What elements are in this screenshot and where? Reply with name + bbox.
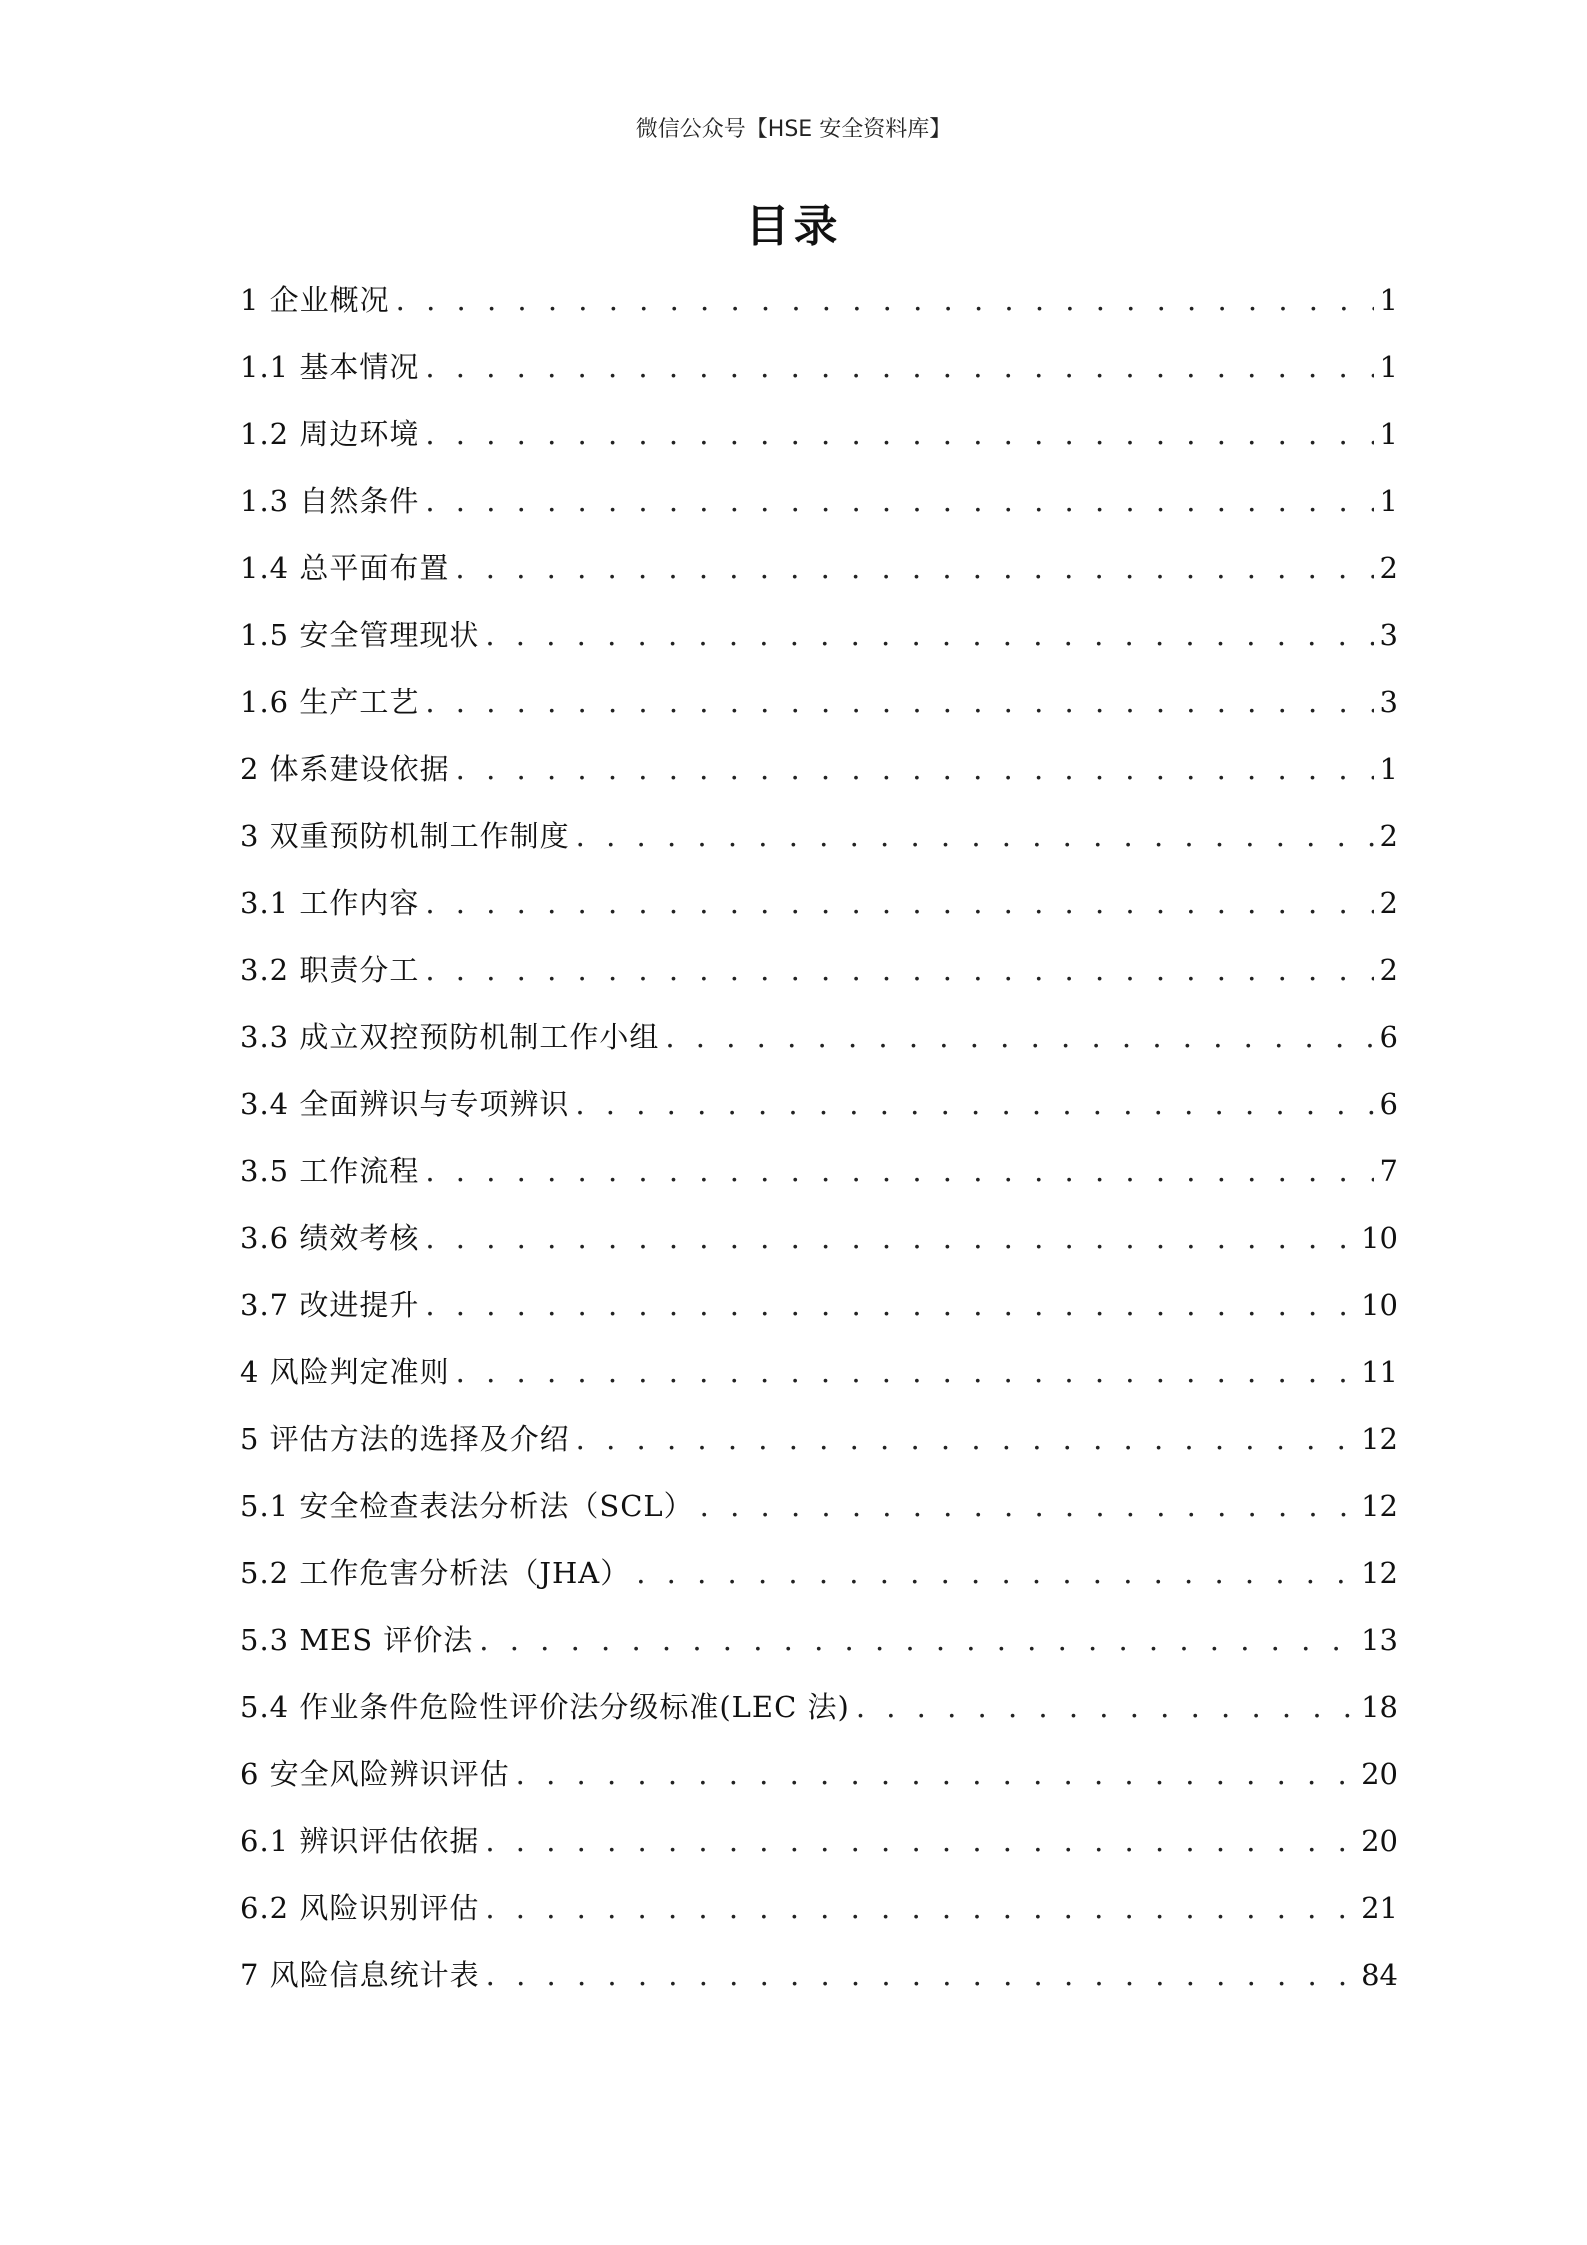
toc-entry-label: 5.3 MES 评价法: [240, 1623, 474, 1657]
toc-entry[interactable]: [240, 610, 1398, 677]
toc-entry-label: 3.1 工作内容: [240, 886, 420, 920]
toc-entry-label: 5.4 作业条件危险性评价法分级标准(LEC 法): [240, 1690, 850, 1724]
toc-leader-dots: [396, 275, 1374, 325]
toc-leader-dots: [456, 744, 1374, 794]
toc-entry[interactable]: [240, 1481, 1398, 1548]
toc-entry-page: 6: [1379, 1020, 1398, 1054]
toc-entry-label: 1.5 安全管理现状: [240, 618, 480, 652]
toc-leader-dots: [425, 1146, 1373, 1196]
toc-entry-label: 2 体系建设依据: [240, 752, 450, 786]
toc-leader-dots: [455, 543, 1373, 593]
toc-entry-label: 3.4 全面辨识与专项辨识: [240, 1087, 570, 1121]
toc-leader-dots: [516, 1749, 1355, 1799]
toc-entry-page: 6: [1379, 1087, 1398, 1121]
toc-entry-page: 1: [1379, 283, 1398, 317]
toc-entry[interactable]: [240, 945, 1398, 1012]
toc-entry-label: 3.3 成立双控预防机制工作小组: [240, 1020, 660, 1054]
toc-entry-label: 1.2 周边环境: [240, 417, 420, 451]
toc-entry-page: 1: [1379, 417, 1398, 451]
toc-leader-dots: [576, 1414, 1355, 1464]
toc-leader-dots: [425, 476, 1373, 526]
toc-entry[interactable]: [240, 1347, 1398, 1414]
toc-entry-page: 3: [1379, 685, 1398, 719]
toc-entry[interactable]: [240, 1012, 1398, 1079]
toc-entry[interactable]: [240, 1816, 1398, 1883]
toc-leader-dots: [856, 1682, 1355, 1732]
toc-entry-label: 5 评估方法的选择及介绍: [240, 1422, 570, 1456]
toc-entry-page: 13: [1361, 1623, 1398, 1657]
toc-entry[interactable]: [240, 878, 1398, 945]
toc-entry[interactable]: [240, 1146, 1398, 1213]
toc-entry-page: 2: [1379, 551, 1398, 585]
toc-entry[interactable]: [240, 342, 1398, 409]
toc-leader-dots: [425, 1280, 1355, 1330]
toc-entry-label: 3 双重预防机制工作制度: [240, 819, 570, 853]
toc-entry-page: 21: [1361, 1891, 1398, 1925]
toc-entry-label: 1 企业概况: [240, 283, 390, 317]
toc-leader-dots: [576, 811, 1374, 861]
toc-entry-label: 5.1 安全检查表法分析法（SCL）: [240, 1489, 694, 1523]
toc-entry-page: 20: [1361, 1757, 1398, 1791]
toc-leader-dots: [575, 1079, 1373, 1129]
toc-entry[interactable]: [240, 1079, 1398, 1146]
toc-entry-label: 3.5 工作流程: [240, 1154, 420, 1188]
toc-entry-label: 6.1 辨识评估依据: [240, 1824, 480, 1858]
toc-entry[interactable]: [240, 1280, 1398, 1347]
toc-leader-dots: [485, 610, 1373, 660]
toc-entry-page: 3: [1379, 618, 1398, 652]
toc-leader-dots: [485, 1883, 1355, 1933]
toc-leader-dots: [456, 1347, 1355, 1397]
toc-entry[interactable]: [240, 1950, 1398, 2017]
toc-entry-label: 5.2 工作危害分析法（JHA）: [240, 1556, 631, 1590]
toc-leader-dots: [425, 677, 1373, 727]
toc-entry-page: 20: [1361, 1824, 1398, 1858]
table-of-contents: [240, 275, 1398, 2017]
toc-leader-dots: [425, 342, 1373, 392]
toc-entry-page: 2: [1379, 953, 1398, 987]
toc-entry[interactable]: [240, 1883, 1398, 1950]
toc-entry-page: 1: [1379, 752, 1398, 786]
toc-leader-dots: [485, 1816, 1355, 1866]
toc-entry[interactable]: [240, 744, 1398, 811]
toc-entry-label: 3.2 职责分工: [240, 953, 420, 987]
toc-entry-label: 3.6 绩效考核: [240, 1221, 420, 1255]
toc-entry[interactable]: [240, 677, 1398, 744]
toc-leader-dots: [700, 1481, 1355, 1531]
toc-entry[interactable]: [240, 1548, 1398, 1615]
toc-leader-dots: [636, 1548, 1355, 1598]
toc-entry-page: 2: [1379, 819, 1398, 853]
toc-entry-page: 12: [1361, 1422, 1398, 1456]
toc-leader-dots: [425, 945, 1373, 995]
toc-entry[interactable]: [240, 1682, 1398, 1749]
toc-entry-label: 6 安全风险辨识评估: [240, 1757, 510, 1791]
toc-leader-dots: [486, 1950, 1355, 2000]
toc-leader-dots: [425, 409, 1373, 459]
toc-leader-dots: [479, 1615, 1355, 1665]
toc-entry-label: 6.2 风险识别评估: [240, 1891, 480, 1925]
toc-entry-label: 3.7 改进提升: [240, 1288, 420, 1322]
toc-entry-page: 12: [1361, 1489, 1398, 1523]
toc-entry[interactable]: [240, 811, 1398, 878]
toc-entry-page: 84: [1361, 1958, 1398, 1992]
toc-entry-page: 1: [1379, 350, 1398, 384]
toc-entry[interactable]: [240, 543, 1398, 610]
toc-entry[interactable]: [240, 1213, 1398, 1280]
toc-entry-page: 1: [1379, 484, 1398, 518]
page-title: 目录: [745, 201, 842, 252]
toc-entry-label: 1.1 基本情况: [240, 350, 420, 384]
toc-entry[interactable]: [240, 1414, 1398, 1481]
toc-leader-dots: [665, 1012, 1373, 1062]
toc-entry-page: 10: [1361, 1221, 1398, 1255]
page-header: 微信公众号【HSE 安全资料库】: [635, 117, 952, 142]
toc-entry[interactable]: [240, 1615, 1398, 1682]
toc-entry-page: 18: [1361, 1690, 1398, 1724]
toc-leader-dots: [425, 878, 1373, 928]
toc-entry[interactable]: [240, 1749, 1398, 1816]
toc-entry[interactable]: [240, 409, 1398, 476]
toc-entry-page: 11: [1361, 1355, 1398, 1389]
toc-entry-page: 2: [1379, 886, 1398, 920]
toc-entry-label: 7 风险信息统计表: [240, 1958, 480, 1992]
toc-entry-label: 1.6 生产工艺: [240, 685, 420, 719]
toc-leader-dots: [425, 1213, 1355, 1263]
toc-entry-page: 10: [1361, 1288, 1398, 1322]
toc-entry-label: 1.4 总平面布置: [240, 551, 450, 585]
toc-entry-page: 12: [1361, 1556, 1398, 1590]
toc-entry[interactable]: [240, 275, 1398, 342]
toc-entry-page: 7: [1379, 1154, 1398, 1188]
toc-entry-label: 1.3 自然条件: [240, 484, 420, 518]
toc-entry[interactable]: [240, 476, 1398, 543]
toc-entry-label: 4 风险判定准则: [240, 1355, 450, 1389]
